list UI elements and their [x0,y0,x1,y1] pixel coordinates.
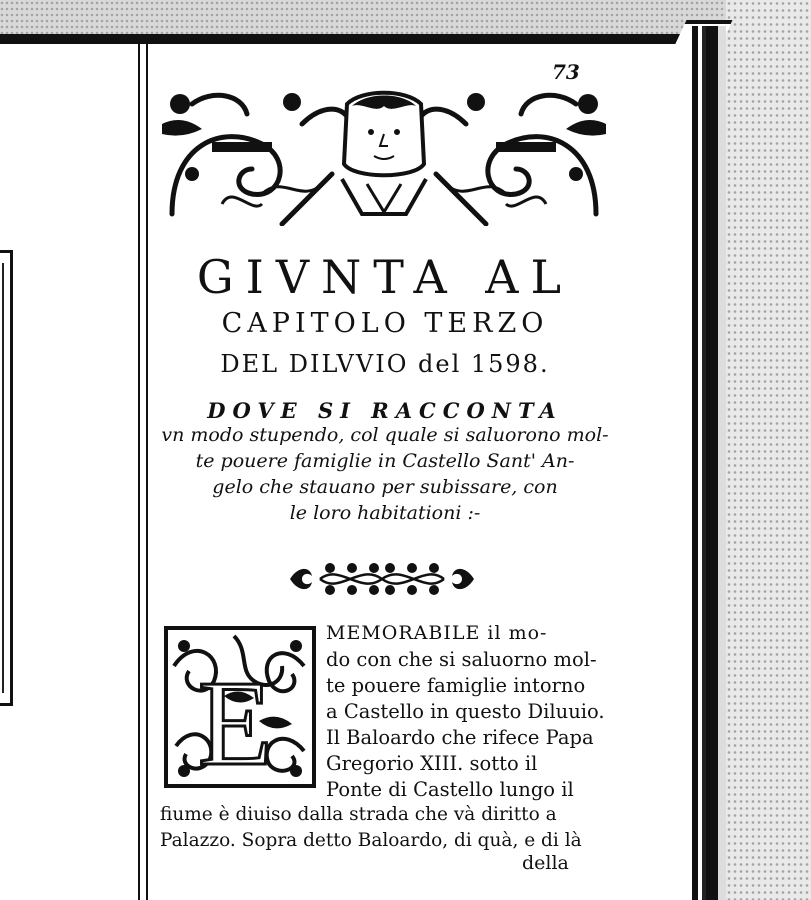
page-edges [688,26,726,900]
subtitle-line: vn modo stupendo, col quale si saluorono mol- [161,424,609,446]
subtitle-line: te pouere famiglie in Castello Sant' An- [195,450,575,472]
body-line: Palazzo. Sopra detto Baloardo, di quà, e di là [160,830,582,851]
drop-cap-ornament [164,626,316,788]
body-line: a Castello in questo Diluuio. [326,700,605,723]
body-line: Gregorio XIII. sotto il [326,752,538,775]
body-line: Ponte di Castello lungo il [326,778,574,801]
body-line: fiume è diuiso dalla strada che và diritto a [160,804,557,825]
body-line: MEMORABILE il mo- [326,622,548,644]
page-number: 73 [552,60,580,84]
body-line: Il Baloardo che rifece Papa [326,726,594,749]
left-page-frame [0,250,13,706]
scanner-right-margin [726,0,811,900]
body-line: do con che si saluorno mol- [326,648,597,671]
book-top-edge [0,34,720,44]
title-line-3: DEL DILVVIO del 1598. [220,350,550,378]
page-gutter-line [146,44,148,900]
subtitle-line: gelo che stauano per subissare, con [212,476,558,498]
body-line: te pouere famiglie intorno [326,674,586,697]
subtitle-heading: DOVE SI RACCONTA [207,398,563,423]
drop-cap [164,626,316,788]
headpiece-ornament [162,84,606,226]
catchword: della [522,852,569,874]
drop-cap-letter: E [198,656,273,788]
subtitle-line: le loro habitationi :- [289,502,481,524]
title-line-1: GIVNTA AL [196,250,574,304]
title-line-2: CAPITOLO TERZO [221,308,549,339]
left-page [0,40,140,900]
fleuron-ornament [290,558,474,600]
